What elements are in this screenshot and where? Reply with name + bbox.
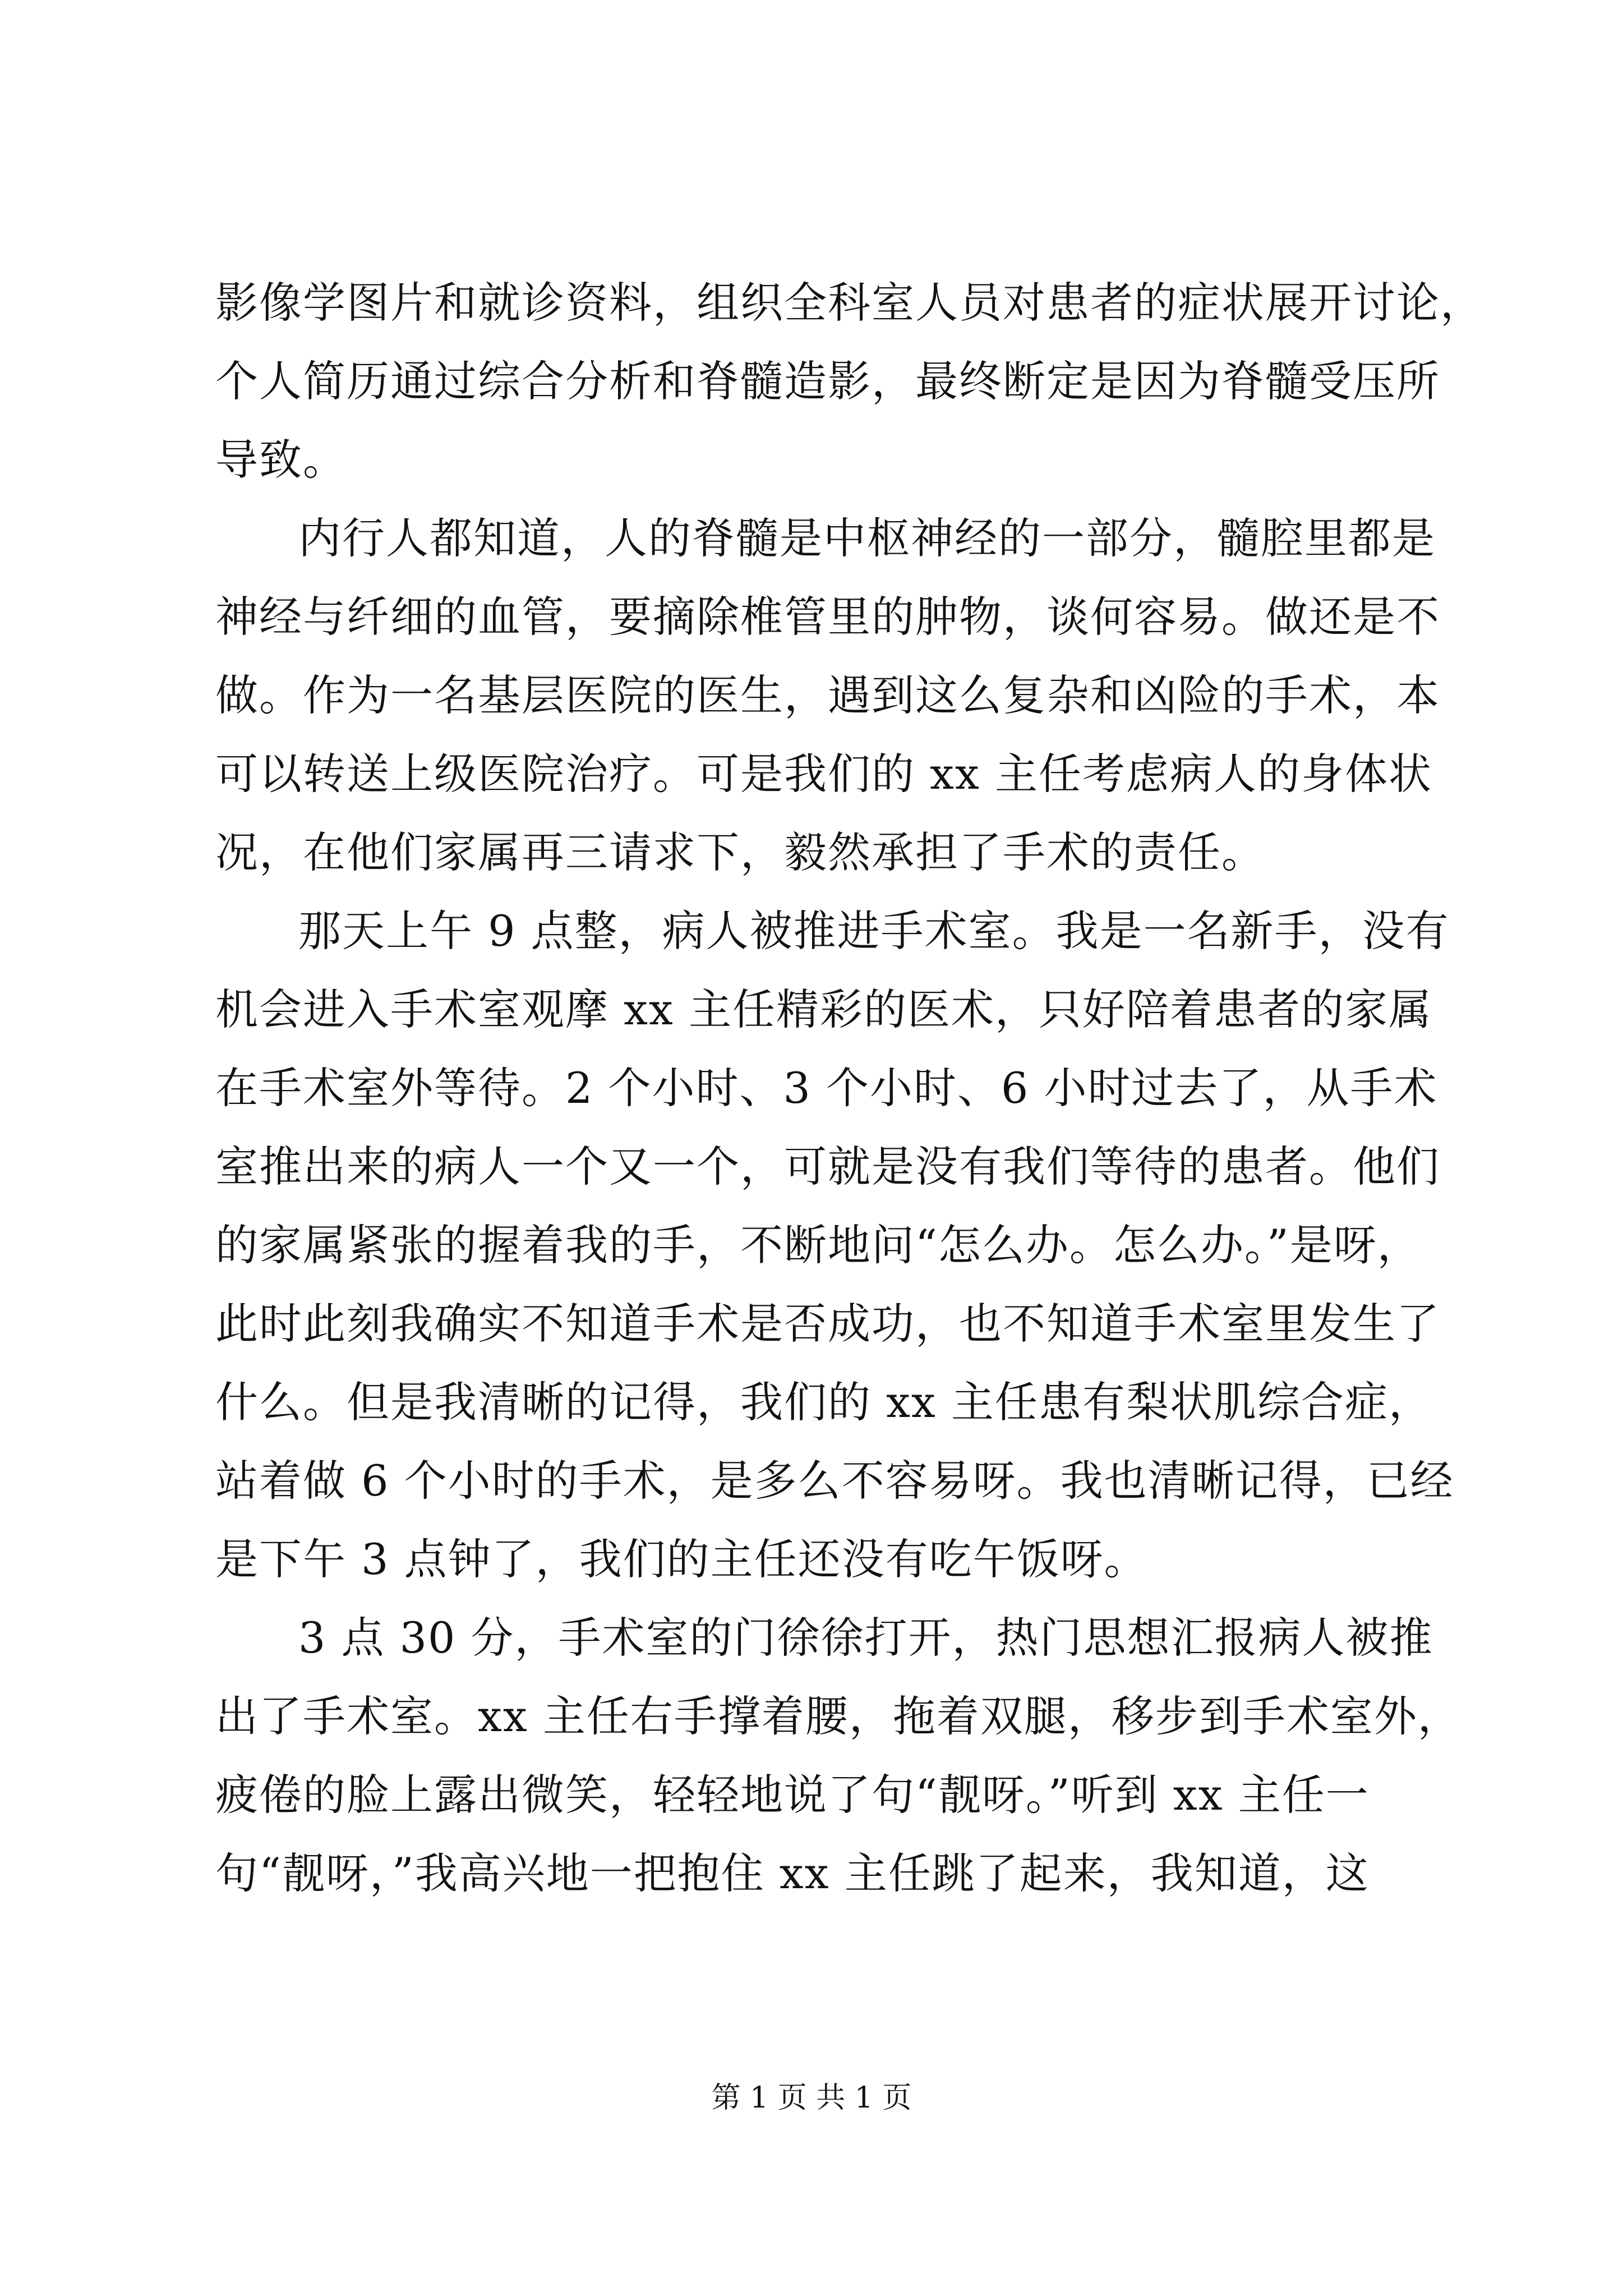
text-line: 什么。但是我清晰的记得，我们的 xx 主任患有梨状肌综合症， [215, 1377, 1433, 1427]
text-line: 此时此刻我确实不知道手术是否成功，也不知道手术室里发生了 [215, 1299, 1440, 1349]
text-line: 的家属紧张的握着我的手，不断地问“怎么办。怎么办。”是呀， [215, 1220, 1421, 1270]
text-line: 个人简历通过综合分析和脊髓造影，最终断定是因为脊髓受压所 [215, 356, 1440, 406]
text-line: 疲倦的脸上露出微笑，轻轻地说了句“靓呀。”听到 xx 主任一 [215, 1770, 1370, 1820]
text-line: 神经与纤细的血管，要摘除椎管里的肿物，谈何容易。做还是不 [215, 592, 1440, 642]
page-footer: 第 1 页 共 1 页 [711, 2081, 912, 2115]
text-line: 出了手术室。xx 主任右手撑着腰，拖着双腿，移步到手术室外， [215, 1691, 1461, 1741]
text-line: 可以转送上级医院治疗。可是我们的 xx 主任考虑病人的身体状 [215, 749, 1433, 799]
text-line: 况，在他们家属再三请求下，毅然承担了手术的责任。 [215, 827, 1265, 877]
text-line: 导致。 [215, 435, 347, 485]
text-line: 影像学图片和就诊资料，组织全科室人员对患者的症状展开讨论， [215, 278, 1484, 328]
text-line: 是下午 3 点钟了，我们的主任还没有吃午饭呀。 [215, 1534, 1148, 1584]
text-line: 那天上午 9 点整，病人被推进手术室。我是一名新手，没有 [298, 906, 1450, 956]
text-line: 句“靓呀，”我高兴地一把抱住 xx 主任跳了起来，我知道，这 [215, 1848, 1370, 1898]
text-line: 做。作为一名基层医院的医生，遇到这么复杂和凶险的手术，本 [215, 670, 1440, 720]
text-line: 站着做 6 个小时的手术，是多么不容易呀。我也清晰记得，已经 [215, 1456, 1454, 1506]
text-line: 在手术室外等待。2 个小时、3 个小时、6 小时过去了，从手术 [215, 1063, 1438, 1113]
text-line: 机会进入手术室观摩 xx 主任精彩的医术，只好陪着患者的家属 [215, 984, 1433, 1034]
text-line: 室推出来的病人一个又一个，可就是没有我们等待的患者。他们 [215, 1142, 1440, 1191]
text-line: 内行人都知道，人的脊髓是中枢神经的一部分，髓腔里都是 [298, 513, 1436, 563]
text-line: 3 点 30 分，手术室的门徐徐打开，热门思想汇报病人被推 [298, 1613, 1433, 1663]
